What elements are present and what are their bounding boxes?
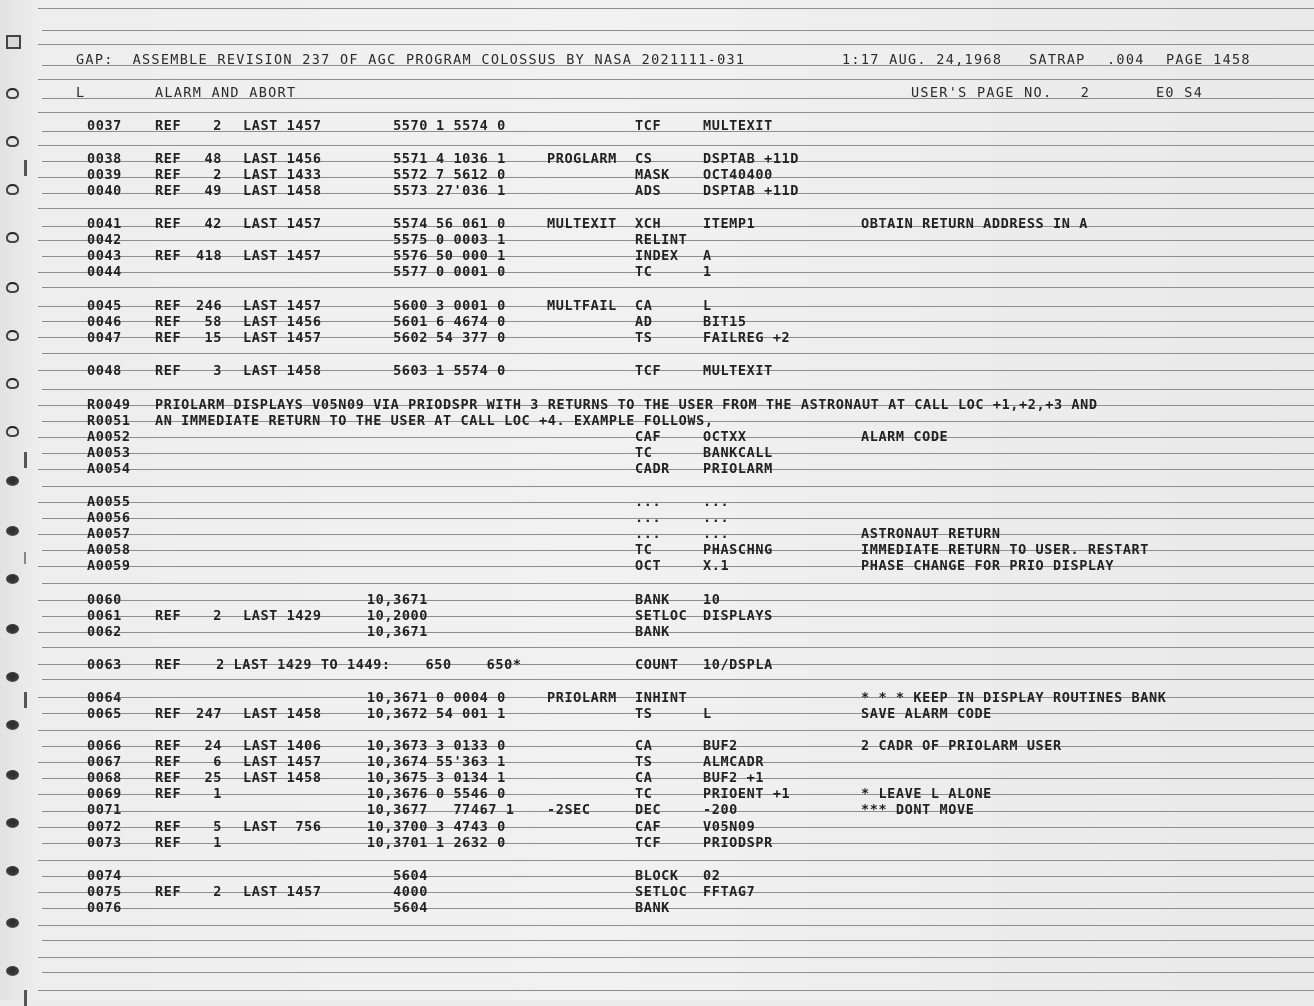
listing-row [0, 248, 1314, 264]
user-page-number: USER'S PAGE NO. 2 [911, 85, 1091, 101]
operand: X.1 [703, 558, 730, 574]
comment: ALARM CODE [861, 429, 949, 445]
ref-count: 3 [213, 363, 222, 379]
address: 10,3671 [366, 592, 428, 608]
ref-field: REF [155, 770, 182, 786]
octal-word: 77467 1 [436, 802, 515, 818]
line-number: 0060 [87, 592, 122, 608]
line-number: 0042 [87, 232, 122, 248]
address: 5572 [393, 167, 428, 183]
opcode: TCF [635, 118, 662, 134]
last-ref: LAST 1457 [243, 884, 322, 900]
ref-count: 418 [196, 248, 223, 264]
listing-row [0, 298, 1314, 314]
listing-row [0, 526, 1314, 542]
comment: SAVE ALARM CODE [861, 706, 992, 722]
opcode: BANK [635, 624, 670, 640]
opcode: INDEX [635, 248, 679, 264]
operand: ITEMP1 [703, 216, 756, 232]
operand: L [703, 298, 712, 314]
address: 5571 [393, 151, 428, 167]
listing-row [0, 802, 1314, 818]
octal-word: 0 0001 0 [436, 264, 506, 280]
operand: PHASCHNG [703, 542, 773, 558]
address: 10,3700 [366, 819, 428, 835]
comment: IMMEDIATE RETURN TO USER. RESTART [861, 542, 1150, 558]
line-number: A0058 [87, 542, 131, 558]
line-number: A0052 [87, 429, 131, 445]
header-job: .004 [1107, 52, 1145, 68]
listing-row [0, 657, 1314, 673]
line-number: 0038 [87, 151, 122, 167]
ref-count: 2 [213, 118, 222, 134]
octal-word: 27'036 1 [436, 183, 506, 199]
line-number: 0044 [87, 264, 122, 280]
listing-row [0, 151, 1314, 167]
ref-field: REF [155, 248, 182, 264]
last-ref: LAST 1457 [243, 298, 322, 314]
listing-row [0, 558, 1314, 574]
line-number: A0054 [87, 461, 131, 477]
comment: * * * KEEP IN DISPLAY ROUTINES BANK [861, 690, 1167, 706]
address: 10,2000 [366, 608, 428, 624]
symbol-label: MULTFAIL [547, 298, 617, 314]
listing-row [0, 900, 1314, 916]
remark-text: PRIOLARM DISPLAYS V05N09 VIA PRIODSPR WITH 3 RETURNS TO THE USER FROM THE ASTRONAUT AT CALL LOC +1,+2,+3 AND [155, 397, 1098, 413]
line-number: 0047 [87, 330, 122, 346]
operand: ALMCADR [703, 754, 765, 770]
opcode: CADR [635, 461, 670, 477]
last-ref: LAST 1458 [243, 183, 322, 199]
last-ref: LAST 1429 [243, 608, 322, 624]
address: 10,3673 [366, 738, 428, 754]
listing-row [0, 216, 1314, 232]
address: 5602 [393, 330, 428, 346]
octal-word: 56 061 0 [436, 216, 506, 232]
address: 10,3671 [366, 624, 428, 640]
listing-row [0, 608, 1314, 624]
last-ref: LAST 1406 [243, 738, 322, 754]
octal-word: 0 0003 1 [436, 232, 506, 248]
operand: MULTEXIT [703, 118, 773, 134]
opcode: BANK [635, 900, 670, 916]
line-number: 0043 [87, 248, 122, 264]
opcode: BANK [635, 592, 670, 608]
ref-count: 2 [213, 608, 222, 624]
listing-row [0, 314, 1314, 330]
remark-text: AN IMMEDIATE RETURN TO THE USER AT CALL LOC +4. EXAMPLE FOLLOWS, [155, 413, 714, 429]
listing-row [0, 445, 1314, 461]
opcode: CAF [635, 819, 662, 835]
octal-word: 0 5546 0 [436, 786, 506, 802]
operand: ... [703, 526, 730, 542]
last-ref: LAST 1457 [243, 248, 322, 264]
line-number: 0075 [87, 884, 122, 900]
listing-row [0, 264, 1314, 280]
opcode: RELINT [635, 232, 688, 248]
ref-field: REF [155, 786, 182, 802]
octal-word: 1 5574 0 [436, 363, 506, 379]
operand: 02 [703, 868, 721, 884]
octal-word: 54 377 0 [436, 330, 506, 346]
operand: L [703, 706, 712, 722]
operand: PRIOENT +1 [703, 786, 791, 802]
opcode: OCT [635, 558, 662, 574]
header-mode: L [76, 85, 86, 101]
listing-header [0, 52, 1314, 68]
opcode: CA [635, 298, 653, 314]
octal-word: 0 0004 0 [436, 690, 506, 706]
line-number: 0045 [87, 298, 122, 314]
listing-row [0, 397, 1314, 413]
comment: OBTAIN RETURN ADDRESS IN A [861, 216, 1088, 232]
line-number: 0073 [87, 835, 122, 851]
octal-word: 7 5612 0 [436, 167, 506, 183]
operand: MULTEXIT [703, 363, 773, 379]
line-number: 0046 [87, 314, 122, 330]
address: 5604 [393, 900, 428, 916]
ref-field: REF [155, 330, 182, 346]
line-number: 0061 [87, 608, 122, 624]
octal-word: 1 5574 0 [436, 118, 506, 134]
listing-row [0, 542, 1314, 558]
last-ref: LAST 1433 [243, 167, 322, 183]
operand: -200 [703, 802, 738, 818]
ref-field: REF [155, 608, 182, 624]
ref-count: 49 [204, 183, 222, 199]
opcode: CS [635, 151, 653, 167]
line-number: 0065 [87, 706, 122, 722]
address: 10,3677 [366, 802, 428, 818]
opcode: SETLOC [635, 608, 688, 624]
ref-count: 42 [204, 216, 222, 232]
opcode: TCF [635, 363, 662, 379]
last-ref: LAST 1457 [243, 216, 322, 232]
header-title: GAP: ASSEMBLE REVISION 237 OF AGC PROGRAM COLOSSUS BY NASA 2021111-031 [76, 52, 746, 68]
opcode: INHINT [635, 690, 688, 706]
ref-count: 25 [204, 770, 222, 786]
line-number: A0053 [87, 445, 131, 461]
operand: DSPTAB +11D [703, 183, 800, 199]
operand: PRIOLARM [703, 461, 773, 477]
ref-field: REF [155, 167, 182, 183]
operand: ... [703, 510, 730, 526]
address: 10,3672 [366, 706, 428, 722]
address: 4000 [393, 884, 428, 900]
ref-field: REF [155, 151, 182, 167]
line-number: 0064 [87, 690, 122, 706]
opcode: ... [635, 526, 662, 542]
operand: BIT15 [703, 314, 747, 330]
octal-word: 6 4674 0 [436, 314, 506, 330]
ref-field: REF [155, 298, 182, 314]
line-number: 0063 [87, 657, 122, 673]
operand: V05N09 [703, 819, 756, 835]
listing-row [0, 624, 1314, 640]
ref-field: REF [155, 216, 182, 232]
opcode: TS [635, 754, 653, 770]
opcode: TC [635, 264, 653, 280]
opcode: TC [635, 786, 653, 802]
last-ref: LAST 1456 [243, 314, 322, 330]
address: 5601 [393, 314, 428, 330]
ref-field: REF [155, 706, 182, 722]
address: 5573 [393, 183, 428, 199]
last-ref: LAST 1458 [243, 363, 322, 379]
comment: ASTRONAUT RETURN [861, 526, 1001, 542]
operand: 10 [703, 592, 721, 608]
line-number: R0051 [87, 413, 131, 429]
opcode: TS [635, 706, 653, 722]
ref-count: 48 [204, 151, 222, 167]
ref-count: 1 [213, 835, 222, 851]
ref-count: 246 [196, 298, 223, 314]
opcode: DEC [635, 802, 662, 818]
address: 10,3676 [366, 786, 428, 802]
opcode: ADS [635, 183, 662, 199]
listing-row [0, 183, 1314, 199]
opcode: SETLOC [635, 884, 688, 900]
listing-row [0, 706, 1314, 722]
comment: * LEAVE L ALONE [861, 786, 992, 802]
ref-count: 1 [213, 786, 222, 802]
operand: ... [703, 494, 730, 510]
line-number: 0040 [87, 183, 122, 199]
symbol-label: PRIOLARM [547, 690, 617, 706]
operand: PRIODSPR [703, 835, 773, 851]
line-number: 0048 [87, 363, 122, 379]
address: 5576 [393, 248, 428, 264]
listing-row [0, 363, 1314, 379]
comment: 2 CADR OF PRIOLARM USER [861, 738, 1062, 754]
operand: FAILREG +2 [703, 330, 791, 346]
listing-row [0, 330, 1314, 346]
line-number: 0062 [87, 624, 122, 640]
ref-field: REF [155, 835, 182, 851]
listing-row [0, 494, 1314, 510]
ref-field: REF [155, 363, 182, 379]
operand: DSPTAB +11D [703, 151, 800, 167]
octal-word: 1 2632 0 [436, 835, 506, 851]
line-number: A0057 [87, 526, 131, 542]
line-number: 0068 [87, 770, 122, 786]
opcode: MASK [635, 167, 670, 183]
section-code: E0 S4 [1156, 85, 1204, 101]
line-number: 0074 [87, 868, 122, 884]
ref-count: 2 [213, 884, 222, 900]
ref-count: 15 [204, 330, 222, 346]
section-title: ALARM AND ABORT [155, 85, 297, 101]
line-number: 0066 [87, 738, 122, 754]
address: 5604 [393, 868, 428, 884]
listing-row [0, 592, 1314, 608]
header-user: SATRAP [1029, 52, 1086, 68]
symbol-label: MULTEXIT [547, 216, 617, 232]
listing-row [0, 232, 1314, 248]
operand: BANKCALL [703, 445, 773, 461]
line-number: A0055 [87, 494, 131, 510]
line-number: A0056 [87, 510, 131, 526]
operand: BUF2 [703, 738, 738, 754]
opcode: CA [635, 738, 653, 754]
operand: FFTAG7 [703, 884, 756, 900]
operand: OCT40400 [703, 167, 773, 183]
last-ref: LAST 1456 [243, 151, 322, 167]
line-number: 0076 [87, 900, 122, 916]
opcode: XCH [635, 216, 662, 232]
last-ref: LAST 1457 [243, 118, 322, 134]
line-number: 0039 [87, 167, 122, 183]
listing-row [0, 868, 1314, 884]
ref-field: REF [155, 118, 182, 134]
ref-count: 58 [204, 314, 222, 330]
address: 5603 [393, 363, 428, 379]
operand: OCTXX [703, 429, 747, 445]
line-number: 0037 [87, 118, 122, 134]
operand: DISPLAYS [703, 608, 773, 624]
address: 5577 [393, 264, 428, 280]
address: 5574 [393, 216, 428, 232]
line-number: 0069 [87, 786, 122, 802]
last-ref: LAST 1457 [243, 330, 322, 346]
last-ref: LAST 756 [243, 819, 322, 835]
ref-count: 2 [213, 167, 222, 183]
listing-row [0, 690, 1314, 706]
opcode: CAF [635, 429, 662, 445]
address: 10,3701 [366, 835, 428, 851]
octal-word: 3 4743 0 [436, 819, 506, 835]
opcode: CA [635, 770, 653, 786]
ref-count: 247 [196, 706, 223, 722]
opcode: ... [635, 510, 662, 526]
listing-row [0, 835, 1314, 851]
octal-word: 3 0133 0 [436, 738, 506, 754]
symbol-label: -2SEC [547, 802, 591, 818]
operand: A [703, 248, 712, 264]
operand: BUF2 +1 [703, 770, 765, 786]
symbol-label: PROGLARM [547, 151, 617, 167]
octal-word: 54 001 1 [436, 706, 506, 722]
line-number: 0067 [87, 754, 122, 770]
comment: PHASE CHANGE FOR PRIO DISPLAY [861, 558, 1115, 574]
line-number: 0071 [87, 802, 122, 818]
operand: 1 [703, 264, 712, 280]
header-page: PAGE 1458 [1166, 52, 1251, 68]
listing-row [0, 413, 1314, 429]
address: 5575 [393, 232, 428, 248]
last-ref: LAST 1457 [243, 754, 322, 770]
listing-row [0, 118, 1314, 134]
listing-row [0, 786, 1314, 802]
address: 5600 [393, 298, 428, 314]
line-number: R0049 [87, 397, 131, 413]
listing-row [0, 819, 1314, 835]
octal-word: 50 000 1 [436, 248, 506, 264]
comment: *** DONT MOVE [861, 802, 975, 818]
line-number: A0059 [87, 558, 131, 574]
opcode: ... [635, 494, 662, 510]
opcode: TS [635, 330, 653, 346]
ref-field: REF [155, 738, 182, 754]
listing-row [0, 738, 1314, 754]
line-number: 0072 [87, 819, 122, 835]
ref-count: 24 [204, 738, 222, 754]
listing-row [0, 754, 1314, 770]
opcode: TC [635, 542, 653, 558]
address: 10,3671 [366, 690, 428, 706]
listing-row [0, 461, 1314, 477]
opcode: COUNT [635, 657, 679, 673]
listing-row [0, 770, 1314, 786]
header-datetime: 1:17 AUG. 24,1968 [842, 52, 1003, 68]
ref-count: 6 [213, 754, 222, 770]
ref-field: REF [155, 754, 182, 770]
octal-word: 55'363 1 [436, 754, 506, 770]
opcode: TC [635, 445, 653, 461]
address: 10,3675 [366, 770, 428, 786]
listing-row [0, 884, 1314, 900]
octal-word: 4 1036 1 [436, 151, 506, 167]
operand: 10/DSPLA [703, 657, 773, 673]
octal-word: 3 0134 1 [436, 770, 506, 786]
ref-field: REF [155, 183, 182, 199]
opcode: BLOCK [635, 868, 679, 884]
octal-word: 3 0001 0 [436, 298, 506, 314]
remark-text: REF 2 LAST 1429 TO 1449: 650 650* [155, 657, 522, 673]
address: 5570 [393, 118, 428, 134]
opcode: AD [635, 314, 653, 330]
line-number: 0041 [87, 216, 122, 232]
listing-row [0, 510, 1314, 526]
ref-field: REF [155, 884, 182, 900]
ref-field: REF [155, 819, 182, 835]
ref-count: 5 [213, 819, 222, 835]
last-ref: LAST 1458 [243, 770, 322, 786]
listing-row [0, 167, 1314, 183]
section-header [0, 85, 1314, 101]
listing-row [0, 429, 1314, 445]
last-ref: LAST 1458 [243, 706, 322, 722]
opcode: TCF [635, 835, 662, 851]
ref-field: REF [155, 314, 182, 330]
address: 10,3674 [366, 754, 428, 770]
